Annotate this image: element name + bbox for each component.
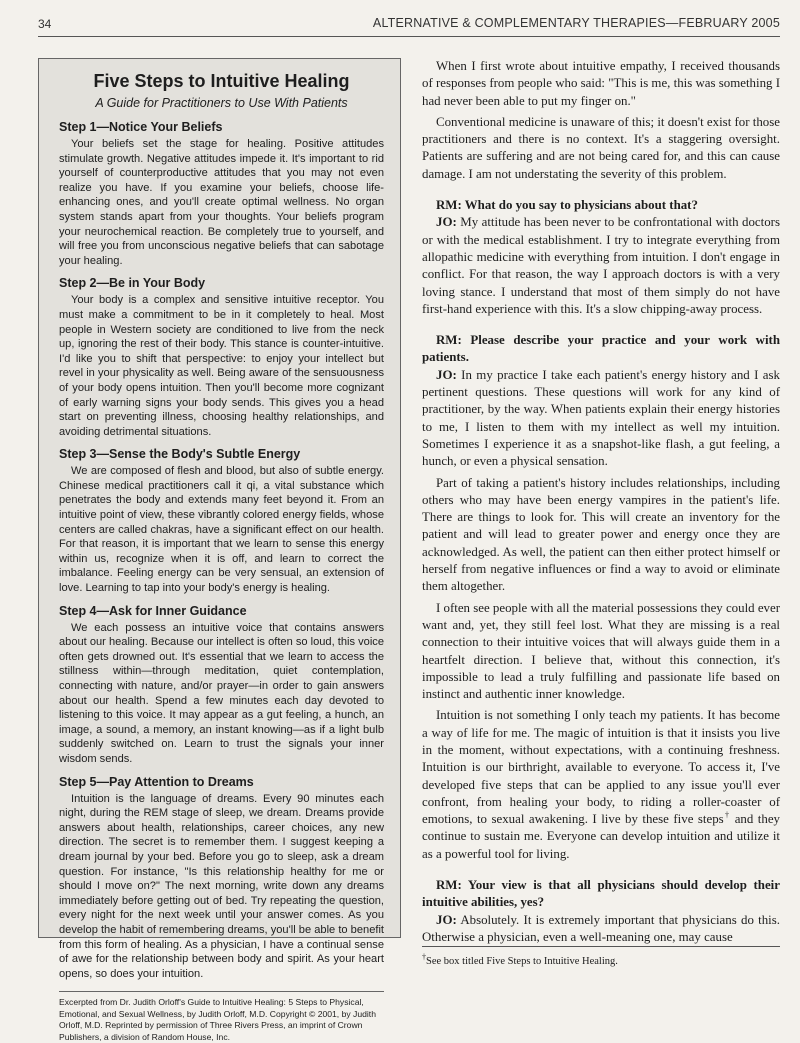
step-body: We each possess an intuitive voice that contains answers about our healing. Because our intellect is often so loud, this voice often gets drowned out. It's essential that we learn to access the stillness within—through meditation, quiet contemplation, connecting with nature, and/or prayer—in order to gain answers about our health. Spend a few minutes each day devoted to listening to this voice. It may appear as a gut feeling, a hunch, an image, a sound, a memory, an instant knowing—as if a light bulb suddenly switched on. Learn to trust the signals your inner wisdom sends. <box>59 621 385 765</box>
step-3 <box>59 447 384 595</box>
step-1 <box>59 120 384 268</box>
step-heading: Step 2—Be in Your Body <box>59 276 206 291</box>
sidebar-box <box>38 58 401 1042</box>
step-heading: Step 4—Ask for Inner Guidance <box>59 603 247 618</box>
step-body: We are composed of flesh and blood, but also of subtle energy. Chinese medical practitioners call it qi, a vital substance which penetrates the body and extends many feet beyond it. From an intuitive point of view, these vibrantly colored energy fields, whose centers are called chakras, have a significant effect on our health. For that reason, it is important that we learn to sense this energy within us, recognize when it is off, and learn to correct the imbalance. Feeling energy can be very sensual, an extension of love. Learning to tap into your body's energy is healing. <box>59 465 384 595</box>
step-body: Your body is a complex and sensitive intuitive receptor. You must make a commitment to be in it completely to heal. Most people in Western society are conditioned to live from the neck up, ignoring the rest of their body. This stance is counter-intuitive. I'd like you to shift that perspective: to enjoy your intellect but revel in your physicality as well. Being aware of the sensuousness of your body opens intuition. Then you'll become more cognizant of early warning signs your body sends. This gives you a head start on preventing illness, choosing healthy relationships, and avoiding detrimental situations. <box>59 294 384 438</box>
footnote <box>422 952 618 967</box>
paragraph-text: Intuition is not something I only teach my patients. It has become a way of life for me. The magic of intuition is that it insists you live in the moment, without expectations, with a continuing freshness. Intuition is our birthright, available to everyone. To access it, I've developed five steps that can be applied to any issue you'll ever confront, from healing your body, to riding a roller-coaster of emotions, to sexual awakening. I live by these five steps <box>422 708 780 827</box>
answer-text: My attitude has been never to be confrontational with doctors or with the medical establishment. I try to integrate everything from allopathic medicine with everything from intuition. I don't engage in conflict. For that reason, the way I approach doctors is with a very loving stance. I understand that most of them simply do not have first-hand experience with this. It's a slow chipping-away process. <box>422 215 780 316</box>
step-heading: Step 1—Notice Your Beliefs <box>59 120 223 134</box>
paragraph: Part of taking a patient's history includes relationships, including others who may have been energy vampires in the patient's life. There are things to look for. This will create an inventory for the patient and will lead to greater power and energy once they are acknowledged. As well, the patient can then either protect himself or herself from negative influences or find a way to avoid or eliminate them altogether. <box>422 475 780 594</box>
step-4 <box>59 604 384 767</box>
paragraph-text: and they continue to sustain me. Everyone can develop intuition and utilize it as a powerful tool for living. <box>422 812 780 861</box>
interview-question: RM: Please describe your practice and your work with patients. <box>422 333 780 365</box>
step-2 <box>59 276 384 439</box>
answer-text: Absolutely. It is extremely important that physicians do this. Otherwise a physician, even a well-meaning one, may cause <box>422 912 780 944</box>
article-column <box>422 58 780 946</box>
paragraph: Conventional medicine is unaware of this; it doesn't exist for those practitioners and there is no context. It's a staggering oversight. Patients are suffering and are not being cared for, and this can cause damage. I am not understating the severity of this problem. <box>422 114 780 181</box>
step-body: Your beliefs set the stage for healing. Positive attitudes stimulate growth. Negative attitudes impede it. It's important to rid yourself of counterproductive attitudes that you may not even realize you have. If you examine your beliefs, choose life-enhancing ones, and you'll create optimal wellness. No organ system stands apart from your thoughts. Your beliefs program your neurochemical reaction. Be completely true to yourself, and will free you from unconscious negative beliefs that can sabotage your healing. <box>59 138 384 267</box>
sidebar-subtitle: A Guide for Practitioners to Use With Patients <box>95 96 348 110</box>
footnote-text: See box titled Five Steps to Intuitive Healing. <box>426 956 618 967</box>
step-heading: Step 5—Pay Attention to Dreams <box>59 774 254 789</box>
running-title: ALTERNATIVE & COMPLEMENTARY THERAPIES—FEBRUARY 2005 <box>372 16 780 30</box>
footnote-marker: † <box>723 810 731 820</box>
paragraph <box>422 707 780 863</box>
interview-answer <box>422 214 780 318</box>
step-5 <box>59 775 384 982</box>
sidebar-title: Five Steps to Intuitive Healing <box>93 71 350 91</box>
interview-answer <box>422 367 780 471</box>
step-body: Intuition is the language of dreams. Every 90 minutes each night, during the REM stage of sleep, we dream. Dreams provide answers about health, relationships, career choices, any new direction. The secret is to remember them. I suggest keeping a dream journal by your bed. Before you go to sleep, ask a dream question. For instance, "Is this relationship healthy for me or should I move on?" The next morning, write down any dreams immediately before getting out of bed. Try repeating the question, every night for the next week until your answer comes. As you develop the habit of remembering dreams, you'll be able to benefit from this form of healing. As a physician, I have a continual sense of awe for the relationship between body and spirit. As your heart opens, so does your intuition. <box>59 792 384 980</box>
speaker-label: JO: <box>436 912 457 927</box>
running-header <box>38 14 780 37</box>
interview-question: RM: What do you say to physicians about that? <box>436 198 698 213</box>
step-heading: Step 3—Sense the Body's Subtle Energy <box>59 447 301 462</box>
interview-answer <box>422 912 780 947</box>
paragraph: When I first wrote about intuitive empathy, I received thousands of responses from people who said: "This is me, this was something I had never been able to put my finger on." <box>422 59 780 108</box>
interview-question: RM: Your view is that all physicians should develop their intuitive abilities, yes? <box>422 878 780 910</box>
answer-text: In my practice I take each patient's energy history and I ask pertinent questions. These questions will work for any kind of practitioner, by the way. When patients explain their energy histories to me, I listen to them with my intellect as well my intuition. Sometimes I experience it as a snapshot-like flash, a gut feeling, a hunch, or even a physical sensation. <box>422 367 780 469</box>
excerpt-credit: Excerpted from Dr. Judith Orloff's Guide to Intuitive Healing: 5 Steps to Physical, Emotional, and Sexual Wellness, by Judith Orloff, M.D. Copyright © 2001, by Judith Orloff, M.D. Reprinted by permission of Three Rivers Press, an imprint of Crown Publishers, a division of Random House, Inc. <box>59 991 384 1043</box>
footnote-mark: † <box>422 952 426 962</box>
paragraph: I often see people with all the material possessions they could ever want and, yet, they still feel lost. What they are missing is a real connection to their intuitive voices that will always guide them in a heartfelt direction. I believe that, without this connection, it's impossible to lead a truly fulfilling and passionate life based on instinct and authentic inner knowledge. <box>422 600 781 702</box>
footnote-rule <box>422 946 780 947</box>
speaker-label: JO: <box>436 215 457 230</box>
page-number: 34 <box>38 17 52 31</box>
speaker-label: JO: <box>436 367 457 382</box>
